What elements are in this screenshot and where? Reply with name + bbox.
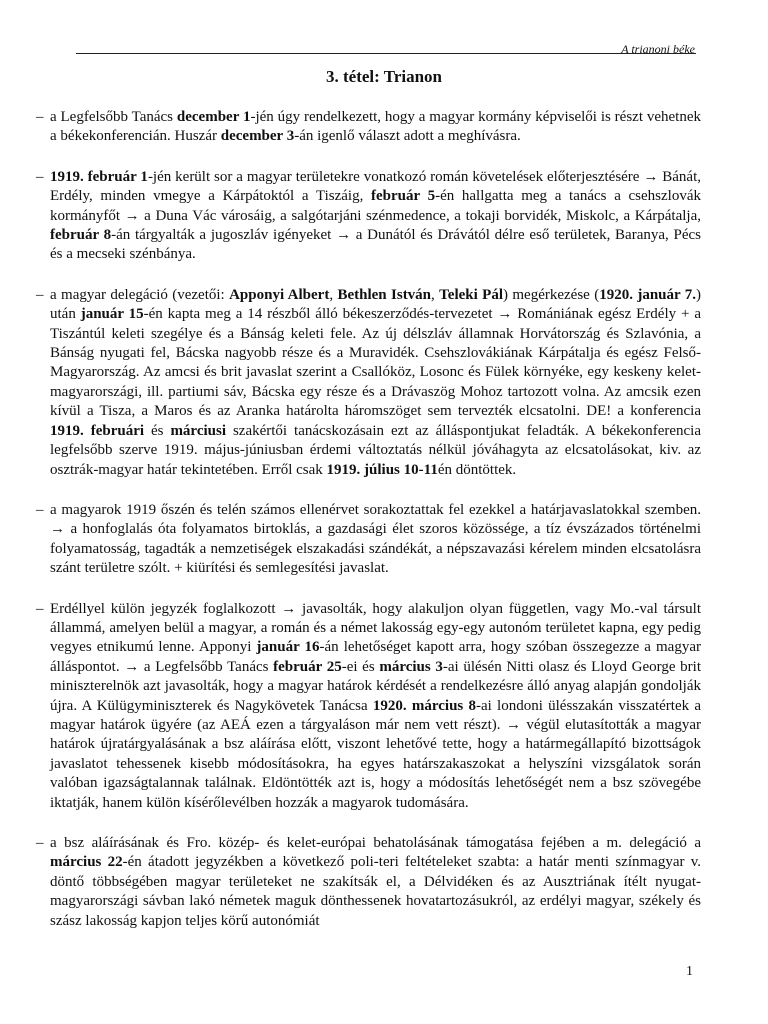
bold-run: március 3 (379, 658, 443, 675)
text-run: én döntöttek. (437, 461, 517, 478)
document-body (36, 108, 701, 952)
running-head: A trianoni béke (621, 42, 695, 56)
bold-run: márciusi (170, 422, 226, 439)
bold-run: január 16 (256, 639, 320, 656)
paragraph (36, 834, 701, 931)
bold-run: Bethlen István (337, 286, 432, 303)
text-run: -ai ülésén Nitti olasz és Lloyd George brit miniszterelnök azt javasolták, hogy a magyar határok kérdését a rendelkezésre álló anyag alapján gondolják újra. A Külügyminiszterek és Nagykövetek Tanácsa (50, 658, 701, 714)
paragraph (36, 108, 701, 147)
text-run: ) után (50, 286, 702, 323)
text-run: -ei és (341, 658, 380, 675)
bold-run: 1919. július 10-11 (326, 461, 438, 478)
text-run: ) megérkezése ( (503, 286, 600, 303)
bold-run: március 22 (50, 854, 123, 871)
bold-run: 1920. március 8 (372, 697, 476, 714)
text-run: -án tárgyalták a jugoszláv igényeket → a Dunától és Drávától délre eső területek, Baranya, Pécs és a mecseki szénbánya. (50, 227, 701, 263)
paragraph (36, 286, 701, 480)
text-run: -én átadott jegyzékben a következő poli-teri feltételeket szabta: a határ menti színmagyar v. döntő többségében magyar területeket ne szakítsák el, a Délvidéken és az Ausztriának ítélt nyugat-magyarországi sávban lakó németek maguk dönthessenek hovatartozásukról, az erdélyi magyar, székely és szász lakosság kapjon teljes körű autonómiát (50, 854, 701, 929)
text-run: , (329, 286, 338, 303)
paragraph (36, 600, 701, 813)
text-run: , (431, 286, 440, 303)
bold-run: 1919. február 1 (50, 168, 148, 185)
bold-run: január 15 (80, 306, 144, 323)
text-run: a magyar delegáció (vezetői: (50, 286, 230, 303)
text-run: a Legfelsőbb Tanács (50, 109, 177, 125)
bold-run: február 5 (371, 188, 436, 205)
text-run: -jén került sor a magyar területekre vonatkozó román követelések előterjesztésére → Bánát, Erdély, minden vmegye a Kárpátoktól a Tiszáig, (50, 168, 701, 205)
paragraph (36, 168, 701, 265)
page-title: 3. tétel: Trianon (326, 67, 442, 86)
text-run: és (144, 422, 171, 439)
paragraph (36, 501, 701, 579)
bold-run: december 1 (176, 109, 251, 125)
text-run: -én hallgatta meg a tanács a csehszlovák kormányfőt → a Duna Vác városáig, a salgótarjáni szénmedence, a tokaji borvidék, Miskolc, a Kárpátalja, (50, 188, 701, 224)
bold-run: december 3 (220, 128, 295, 145)
bold-run: 1919. februári (50, 422, 145, 439)
bold-run: február 25 (273, 658, 342, 675)
text-run: -jén úgy rendelkezett, hogy a magyar kormány képviselői is részt vehetnek a békekonferencián. Huszár (50, 109, 701, 145)
text-run: -én kapta meg a 14 részből álló békeszerződés-tervezetet → Romániának egész Erdély + a Tiszántúl keleti szegélye és a Bánság keleti fele. Az új délszláv államnak Horvátország és Szlavónia, a Bánság nyugati fel, Bácska nagyobb része és a Muravidék. Csehszlovákiának Kárpátalja és egész Felső-Magyarország. Az amcsi és brit javaslat szerint a Csallóköz, Losonc és Fülek környéke, egy keskeny kelet-magyarországi, ill. partiumi sáv, Bácska egy része és a Drávaszög Mohoz tartozott volna. Az amcsik ezen kívül a Tisza, a Maros és az Aranka határolta háromszöget sem tervezték elcsatolni. DE! a konferencia (50, 306, 701, 420)
bold-run: Teleki Pál (439, 286, 503, 303)
text-run: -án lehetőséget kapott arra, hogy szóban összegezze a magyar álláspontot. → a Legfelsőbb Tanács (50, 639, 701, 675)
bold-run: 1920. január 7. (599, 286, 697, 303)
bold-run: Apponyi Albert (229, 286, 330, 303)
page-number: 1 (686, 964, 693, 979)
text-run: a bsz aláírásának és Fro. közép- és kelet-európai behatolásának támogatása fejében a m. delegáció a (50, 835, 701, 851)
text-run: Erdéllyel külön jegyzék foglalkozott → javasolták, hogy alakuljon olyan független, vagy Mo.-val társult állammá, amelyen belül a magyar, a román és a német lakosság egy-egy autonóm területet kapna, egy pedig vegyes etnikumú lenne. Apponyi (50, 600, 701, 656)
text-run: szakértői tanácskozásain ezt az álláspontjukat feladták. A békekonferencia legfelsőbb szerve 1919. május-júniusban érdemi változtatás nélkül jóváhagyta az elcsatolásokat, kiv. az osztrák-magyar határ tekintetében. Erről csak (50, 422, 701, 478)
text-run: -ai londoni ülésszakán visszatértek a magyar határok ügyére (az AEÁ ezen a tárgyaláson már nem vett részt). → végül elutasították a magyar határok újratárgyalásának a bsz aláírása előtt, viszont lehetővé tette, hogy a határmegállapító bizottságok javaslatot tehessenek kisebb módosításokra, ha egyes határszakaszokat a helyszíni vizsgálatok során valóban igazságtalannak találnak. Eldöntötték azt is, hogy a módosítás lehetőségét nem a bsz szövegébe iktatják, hanem külön kísérőlevélben hozzák a magyarok tudomására. (50, 697, 702, 811)
bold-run: február 8 (50, 227, 112, 244)
text-run: -án igenlő választ adott a meghívásra. (294, 128, 521, 145)
text-run: a magyarok 1919 őszén és telén számos ellenérvet sorakoztattak fel ezekkel a határjavaslatokkal szemben. → a honfoglalás óta folyamatos birtoklás, a gazdasági élet szoros közössége, a tíz évszázados történelmi folyamatosság, tagadták a nemzetiségek elszakadási szándékát, a népszavazási kérelem minden elcsatolásra szánt területre szólt. + kiürítési és semlegesítési javaslat. (50, 501, 701, 577)
header-rule (76, 53, 696, 54)
